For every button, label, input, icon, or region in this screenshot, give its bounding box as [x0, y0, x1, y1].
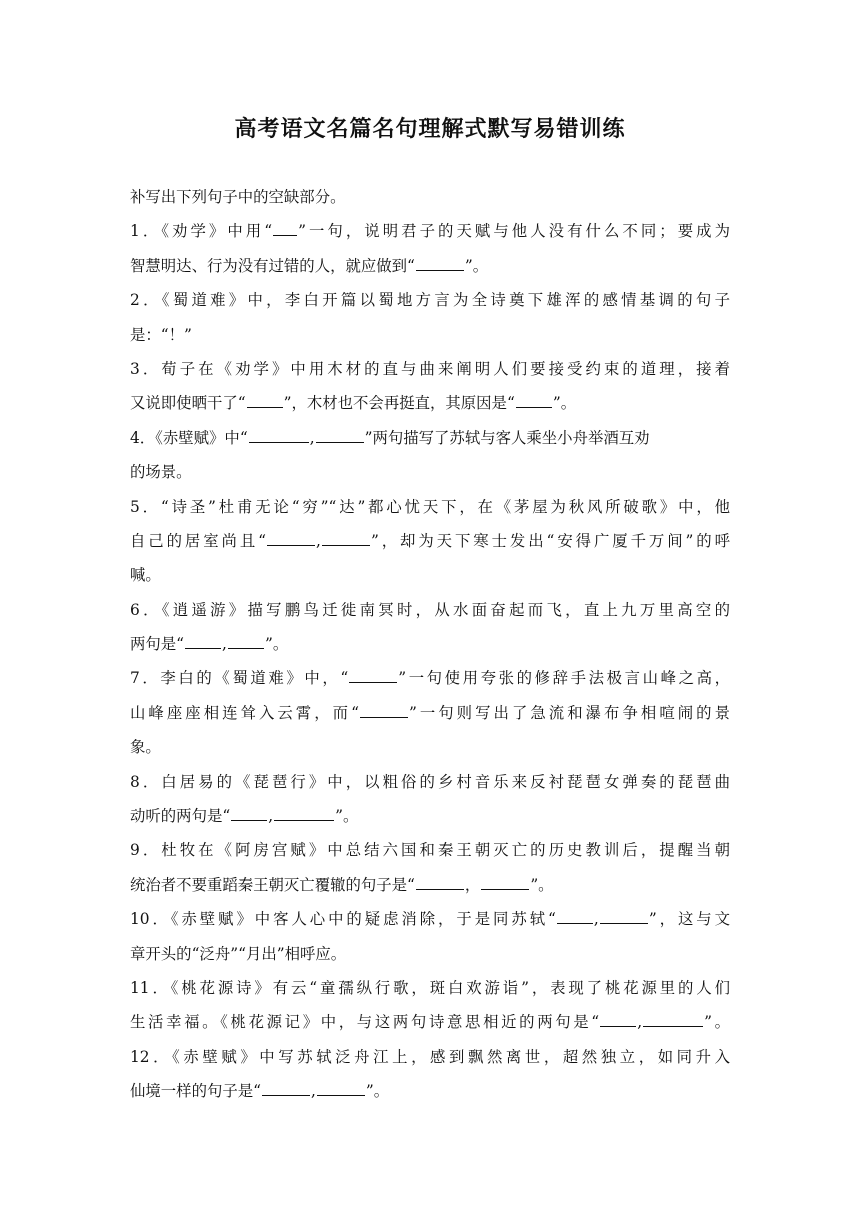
question-line-q1-a: [130, 214, 730, 248]
line-text: 两句是“: [130, 635, 185, 654]
answer-blank[interactable]: [516, 392, 552, 408]
answer-blank[interactable]: [317, 1080, 365, 1096]
answer-blank[interactable]: [416, 255, 464, 271]
line-text: 6．《逍遥游》描写鹏鸟迁徙南冥时，从水面奋起而飞，直上九万里高空的: [130, 600, 730, 619]
question-line-q9-b: [130, 868, 730, 902]
question-line-q3-a: [130, 352, 730, 386]
question-line-q4-b: [130, 455, 730, 489]
answer-blank[interactable]: [416, 874, 464, 890]
question-line-q11-a: [130, 971, 730, 1005]
line-text: ”一句使用夸张的修辞手法极言山峰之高，: [398, 669, 730, 688]
line-text: 3．荀子在《劝学》中用木材的直与曲来阐明人们要接受约束的道理，接着: [130, 359, 730, 378]
line-text: 又说即使晒干了“: [130, 394, 246, 413]
question-line-q6-a: [130, 593, 730, 627]
question-line-q11-b: [130, 1005, 730, 1039]
answer-blank[interactable]: [228, 633, 264, 649]
question-line-q10-a: [130, 902, 730, 936]
line-text: ”。: [365, 1082, 390, 1101]
line-text: ,: [593, 910, 599, 929]
line-text: 是：“！”: [130, 325, 192, 344]
answer-blank[interactable]: [360, 702, 408, 718]
line-text: ,: [268, 807, 274, 826]
question-line-q3-b: [130, 386, 730, 420]
answer-blank[interactable]: [231, 805, 267, 821]
line-text: ”。: [552, 394, 577, 413]
line-text: 象。: [130, 738, 161, 757]
line-text: ”。: [464, 256, 489, 275]
answer-blank[interactable]: [557, 908, 593, 924]
line-text: ”。: [335, 807, 359, 826]
question-line-q2-b: [130, 318, 730, 352]
answer-blank[interactable]: [322, 530, 370, 546]
answer-blank[interactable]: [262, 1080, 310, 1096]
line-text: 仙境一样的句子是“: [130, 1082, 261, 1101]
line-text: ，: [464, 875, 481, 894]
line-text: ”。: [704, 1013, 731, 1032]
answer-blank[interactable]: [273, 220, 297, 236]
answer-blank[interactable]: [600, 1011, 636, 1027]
line-text: ,: [311, 1082, 316, 1101]
question-line-q7-b: [130, 696, 730, 730]
question-line-q10-b: [130, 937, 730, 971]
question-line-q7-a: [130, 661, 730, 695]
line-text: 1．《劝学》中用“: [130, 222, 273, 241]
answer-blank[interactable]: [481, 874, 529, 890]
line-text: 智慧明达、行为没有过错的人，就应做到“: [130, 256, 415, 275]
question-line-q2-a: [130, 283, 730, 317]
answer-blank[interactable]: [267, 530, 315, 546]
answer-blank[interactable]: [316, 427, 364, 443]
question-line-q7-c: [130, 730, 730, 764]
line-text: 喊。: [130, 566, 161, 585]
question-line-q8-a: [130, 765, 730, 799]
answer-blank[interactable]: [643, 1011, 703, 1027]
line-text: ”，却为天下寒士发出“安得广厦千万间”的呼: [370, 531, 730, 550]
page-title: 高考语文名篇名句理解式默写易错训练: [234, 116, 626, 142]
line-text: 9．杜牧在《阿房宫赋》中总结六国和秦王朝灭亡的历史教训后，提醒当朝: [130, 841, 730, 860]
line-text: 动听的两句是“: [130, 807, 231, 826]
line-text: 12．《赤壁赋》中写苏轼泛舟江上，感到飘然离世，超然独立，如同升入: [130, 1047, 730, 1066]
line-text: ”，这与文: [648, 910, 730, 929]
line-text: 生活幸福。《桃花源记》中，与这两句诗意思相近的两句是“: [130, 1013, 600, 1032]
line-text: ”一句则写出了急流和瀑布争相喧闹的景: [408, 703, 730, 722]
line-text: ,: [316, 531, 321, 550]
line-text: 4．《赤壁赋》中“: [130, 428, 248, 447]
answer-blank[interactable]: [349, 667, 397, 683]
question-line-q4-a: [130, 421, 730, 455]
line-text: ”。: [264, 635, 289, 654]
answer-blank[interactable]: [600, 908, 648, 924]
question-line-q12-b: [130, 1074, 730, 1108]
line-text: 2．《蜀道难》中，李白开篇以蜀地方言为全诗奠下雄浑的感情基调的句子: [130, 291, 730, 310]
line-text: 自己的居室尚且“: [130, 531, 267, 550]
line-text: 的场景。: [130, 463, 192, 482]
line-text: ”两句描写了苏轼与客人乘坐小舟举酒互劝: [364, 428, 650, 447]
line-text: 山峰座座相连耸入云霄，而“: [130, 703, 359, 722]
instruction-line: 补写出下列句子中的空缺部分。: [130, 188, 346, 206]
question-line-q6-b: [130, 627, 730, 661]
line-text: 5．“诗圣”杜甫无论“穷”“达”都心忧天下，在《茅屋为秋风所破歌》中，他: [130, 497, 730, 516]
line-text: ”一句，说明君子的天赋与他人没有什么不同；要成为: [298, 222, 730, 241]
exercise-body: [130, 180, 730, 1109]
question-line-q5-a: [130, 490, 730, 524]
line-text: 章开头的“泛舟”“月出”相呼应。: [130, 944, 347, 963]
question-line-q12-a: [130, 1040, 730, 1074]
line-text: 10．《赤壁赋》中客人心中的疑虑消除，于是同苏轼“: [130, 910, 556, 929]
answer-blank[interactable]: [274, 805, 334, 821]
line-text: ,: [637, 1013, 643, 1032]
line-text: ”。: [530, 875, 554, 894]
question-line-q5-c: [130, 558, 730, 592]
line-text: ,: [309, 428, 315, 447]
line-text: ”，木材也不会再挺直，其原因是“: [283, 394, 515, 413]
question-line-q9-a: [130, 833, 730, 867]
answer-blank[interactable]: [185, 633, 221, 649]
line-text: 统治者不要重蹈秦王朝灭亡覆辙的句子是“: [130, 875, 415, 894]
question-line-q5-b: [130, 524, 730, 558]
line-text: 7．李白的《蜀道难》中，“: [130, 669, 349, 688]
line-text: 8．白居易的《琵琶行》中，以粗俗的乡村音乐来反衬琵琶女弹奏的琵琶曲: [130, 772, 730, 791]
line-text: ,: [222, 635, 227, 654]
answer-blank[interactable]: [249, 427, 309, 443]
line-text: 11．《桃花源诗》有云“童孺纵行歌，斑白欢游诣”，表现了桃花源里的人们: [130, 978, 730, 997]
question-line-q8-b: [130, 799, 730, 833]
answer-blank[interactable]: [247, 392, 283, 408]
question-line-q1-b: [130, 249, 730, 283]
